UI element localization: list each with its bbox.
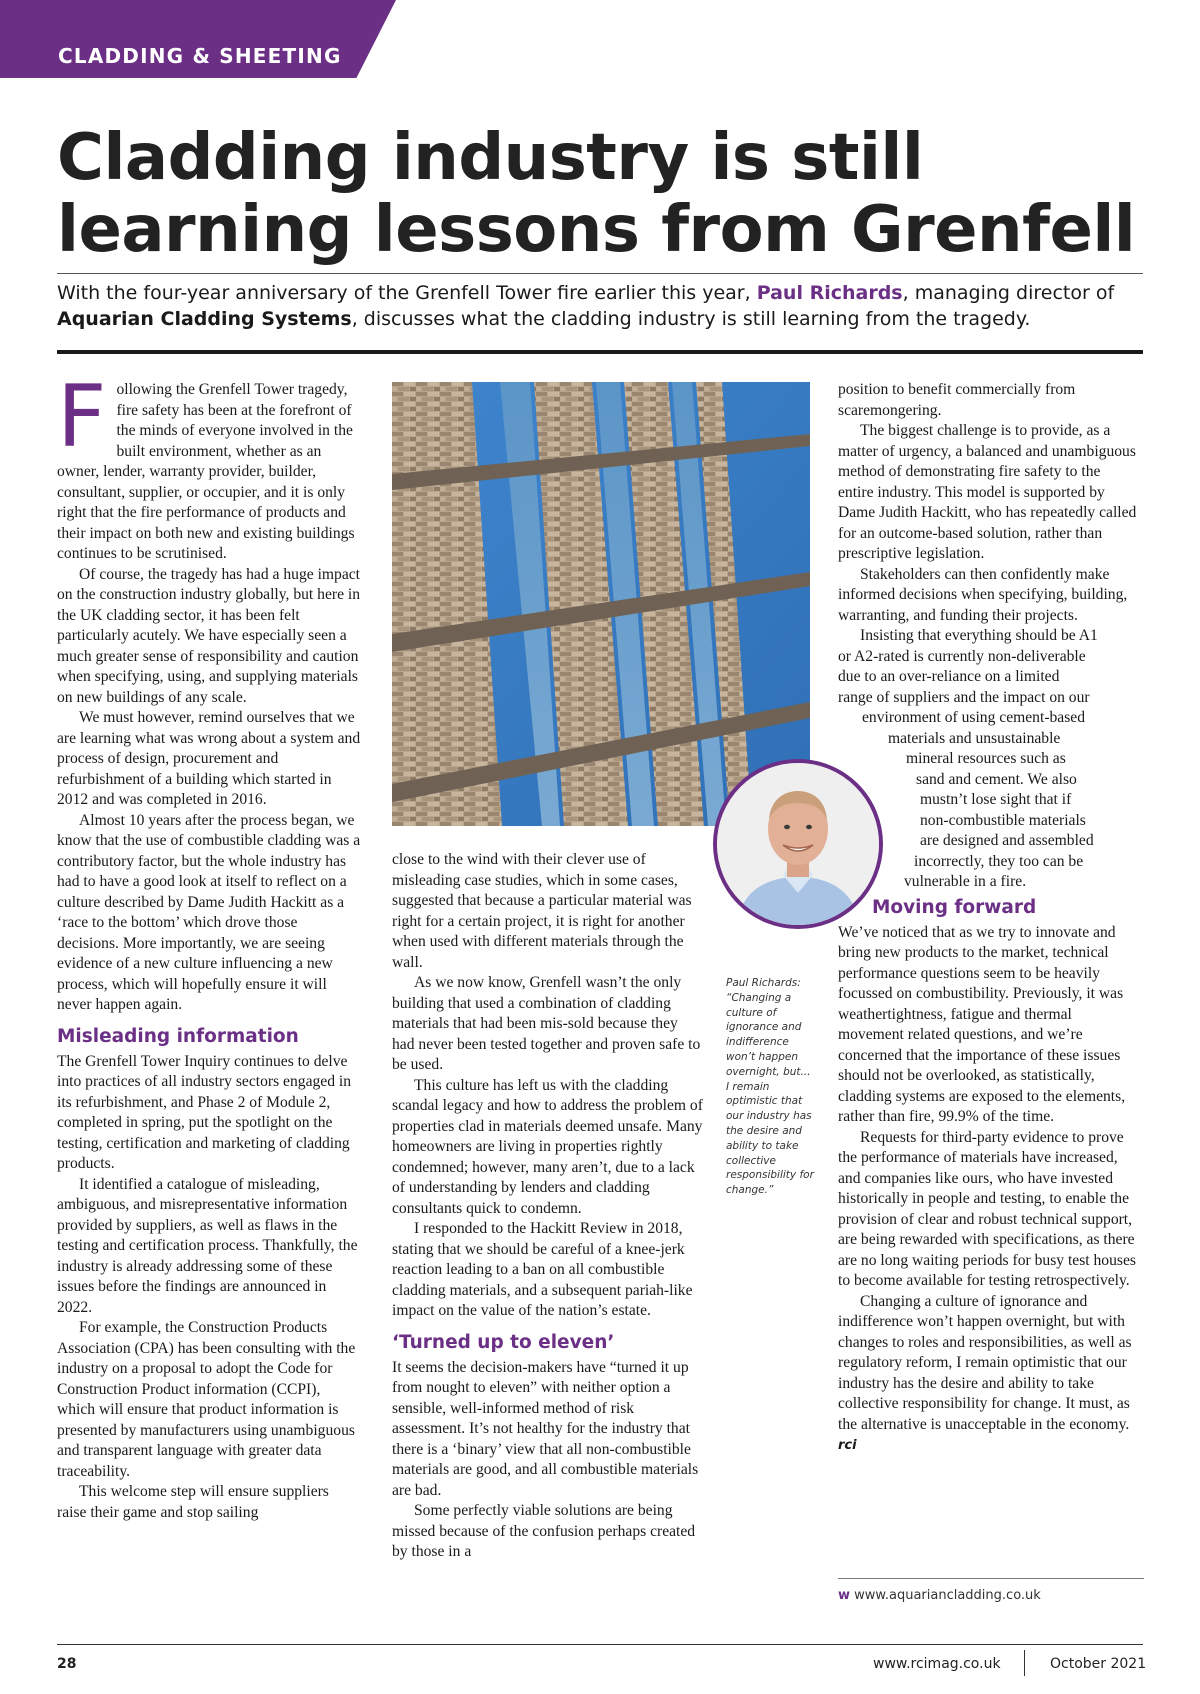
body-paragraph: I responded to the Hackitt Review in 2018, stating that we should be careful of a knee-jerk reaction leading to a ban on all combustible cladding materials, and a subsequent pariah-like impact on the value of the nation’s estate.: [392, 1220, 693, 1319]
end-mark: rci: [838, 1438, 857, 1453]
wrapped-line: mustn’t lose sight that if: [920, 791, 1072, 808]
headline: Cladding industry is still learning lessons from Grenfell: [57, 121, 1136, 267]
column-1: [57, 367, 361, 1523]
intro-text: ollowing the Grenfell Tower tragedy, fire safety has been at the forefront of the minds of everyone involved in the built environment, whether as an owner, lender, warranty provider, builder, consultant, supplier, or occupier, and it is only right that the fire performance of products and their impact on both new and existing buildings continues to be scrutinised.: [57, 381, 355, 562]
footer-issue: October 2021: [1050, 1656, 1147, 1672]
body-paragraph: Requests for third-party evidence to prove the performance of materials have increased, and companies like ours, who have invested historically in people and testing, to enable the provision of clear and robust technical support, are being rewarded with specifications, as there are no long waiting periods for busy test houses to become available for testing retrospectively.: [838, 1128, 1136, 1289]
web-rule: [838, 1578, 1144, 1579]
body-paragraph: This culture has left us with the cladding scandal legacy and how to address the problem of properties clad in materials deemed unsafe. Many homeowners are living in properties rightly condemned; however, many aren’t, due to a lack of understanding by lenders and cladding consultants quick to condemn.: [392, 1076, 703, 1217]
footer-site[interactable]: www.rcimag.co.uk: [873, 1656, 1001, 1672]
drop-cap: F: [57, 367, 107, 467]
footer-rule: [57, 1644, 1143, 1645]
web-url: www.aquariancladding.co.uk: [854, 1588, 1041, 1603]
body-paragraph: Some perfectly viable solutions are being missed because of the confusion perhaps created by those in a: [392, 1502, 696, 1560]
section-label: CLADDING & SHEETING: [58, 44, 342, 68]
company-name: Aquarian Cladding Systems: [57, 308, 352, 330]
column-2: [392, 850, 704, 1563]
body-paragraph: [838, 1292, 1138, 1457]
body-paragraph: close to the wind with their clever use of misleading case studies, which in some cases, suggested that because a particular material was right for a certain project, it is right for another when used with different materials through the wall.: [392, 851, 692, 971]
body-paragraph: The Grenfell Tower Inquiry continues to delve into practices of all industry sectors engaged in its refurbishment, and Phase 2 of Module 2, completed in spring, put the spotlight on the testing, certification and marketing of cladding products.: [57, 1052, 352, 1172]
wrapped-line: non-combustible materials: [920, 811, 1086, 829]
building-photo: [392, 382, 810, 826]
standfirst-lead: With the four-year anniversary of the Grenfell Tower fire earlier this year,: [57, 282, 757, 304]
body-paragraph: It seems the decision-makers have “turned it up from nought to eleven” with neither option a sensible, well-informed method of risk assessment. It’s not healthy for the industry that there is a ‘binary’ view that all non-combustible materials are good, and all combustible materials are bad.: [392, 1358, 699, 1499]
body-paragraph: position to benefit commercially from scaremongering.: [838, 381, 1076, 419]
intro-paragraph: [57, 367, 361, 565]
body-paragraph: As we now know, Grenfell wasn’t the only building that used a combination of cladding materials that had been mis-sold because they had never been tested together and proven safe to be used.: [392, 974, 701, 1073]
body-paragraph: The biggest challenge is to provide, as a matter of urgency, a balanced and unambiguous method of demonstrating fire safety to the entire industry. This model is supported by Dame Judith Hackitt, who has repeatedly called for an outcome-based solution, rather than prescriptive legislation.: [838, 422, 1137, 562]
web-link[interactable]: [838, 1588, 1041, 1603]
portrait-caption: Paul Richards: “Changing a culture of ignorance and indifference won’t happen overnight, but... I remain optimistic that our industry has the desire and ability to take collective responsibility for change.”: [726, 977, 814, 1197]
wrapped-line: are designed and assembled: [920, 832, 1094, 849]
wrapped-line: materials and unsustainable: [888, 729, 1061, 747]
wrapped-line: sand and cement. We also: [916, 770, 1077, 788]
body-paragraph: Stakeholders can then confidently make informed decisions when specifying, building, warranting, and funding their projects.: [838, 565, 1128, 624]
standfirst-mid: , managing director of: [902, 282, 1115, 304]
headline-rule: [57, 273, 1143, 274]
wrapped-line: or A2-rated is currently non-deliverable: [838, 647, 1086, 665]
building-illustration: [392, 382, 810, 826]
footer-divider: [1024, 1650, 1025, 1676]
body-paragraph: Almost 10 years after the process began, we know that the use of combustible cladding was a contributory factor, but the whole industry has had to have a good look at itself to reflect on a culture described by Dame Judith Hackitt as a ‘race to the bottom’ which drove those decisions. More importantly, we are seeing evidence of a new culture influencing a new process, which will hopefully ensure it will never happen again.: [57, 811, 361, 1013]
web-prefix: w: [838, 1588, 851, 1603]
body-paragraph: This welcome step will ensure suppliers raise their game and stop sailing: [57, 1483, 329, 1521]
column-3: [838, 380, 1138, 1457]
standfirst: [57, 280, 1147, 332]
wrapped-line: Insisting that everything should be A1: [860, 627, 1098, 644]
body-paragraph: Of course, the tragedy has had a huge impact on the construction industry globally, but here in the UK cladding sector, it has been felt particularly acutely. We have especially seen a much greater sense of responsibility and caution when specifying, using, and supplying materials on new buildings of any scale.: [57, 565, 361, 706]
wrapped-line: incorrectly, they too can be: [914, 852, 1084, 870]
wrapped-line: mineral resources such as: [906, 750, 1066, 767]
standfirst-tail: , discusses what the cladding industry is still learning from the tragedy.: [351, 308, 1031, 330]
subhead-misleading: Misleading information: [57, 1025, 299, 1047]
subhead-moving-forward: Moving forward: [872, 896, 1037, 918]
wrapped-line: vulnerable in a fire.: [904, 873, 1027, 890]
wrapped-line: due to an over-reliance on a limited: [838, 668, 1060, 685]
portrait-illustration: [717, 763, 879, 925]
body-paragraph: We’ve noticed that as we try to innovate and bring new products to the market, technical performance questions seem to be heavily focussed on combustibility. Previously, it was weathertightness, fatigue and thermal movement related questions, and we’re concerned that the importance of these issues should not be overlooked, as statistically, cladding systems are exposed to the elements, rather than fire, 99.9% of the time.: [838, 923, 1126, 1125]
body-paragraph: It identified a catalogue of misleading, ambiguous, and misrepresentative information provided by suppliers, as well as flaws in the testing and certification process. Thankfully, the industry is already addressing some of these issues before the findings are announced in 2022.: [57, 1175, 358, 1316]
body-paragraph: We must however, remind ourselves that we are learning what was wrong about a system and process of design, procurement and refurbishment of a building which started in 2012 and was completed in 2016.: [57, 709, 361, 808]
closing-text: Changing a culture of ignorance and indifference won’t happen overnight, but with changes to roles and responsibilities, as well as regulatory reform, I remain optimistic that our industry has the desire and ability to take collective responsibility for change. It must, as the alternative is unacceptable in the economy.: [838, 1292, 1132, 1433]
wrapped-paragraph: [838, 626, 1138, 893]
author-name: Paul Richards: [756, 282, 903, 304]
author-portrait: [713, 759, 883, 929]
body-paragraph: For example, the Construction Products Association (CPA) has been consulting with the industry on a proposal to adopt the Code for Construction Product information (CCPI), which will ensure that product information is presented by manufacturers using unambiguous and transparent language with greater data traceability.: [57, 1319, 356, 1480]
wrapped-line: range of suppliers and the impact on our: [838, 688, 1090, 706]
page-number: 28: [57, 1656, 77, 1672]
wrapped-line: environment of using cement-based: [862, 709, 1086, 726]
subhead-turned-up: ‘Turned up to eleven’: [392, 1331, 615, 1353]
standfirst-rule: [57, 350, 1143, 354]
